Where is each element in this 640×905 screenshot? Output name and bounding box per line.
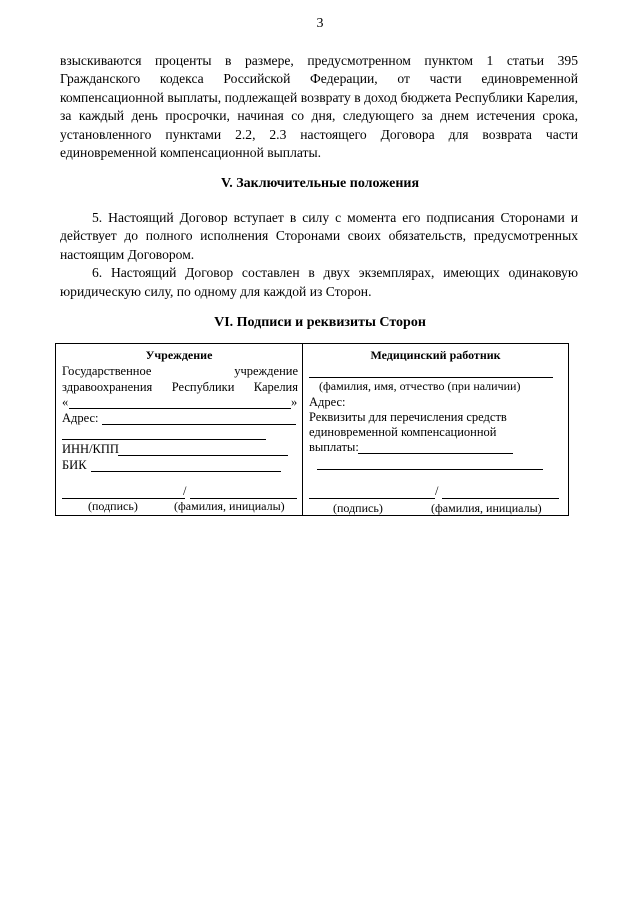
section-6-heading: VI. Подписи и реквизиты Сторон: [214, 315, 426, 330]
institution-address-label: Адрес:: [62, 411, 99, 425]
institution-name-field[interactable]: [69, 408, 291, 409]
institution-address-field-2[interactable]: [62, 439, 266, 440]
signature-table: [55, 343, 569, 516]
institution-word-4: Республики: [171, 380, 235, 394]
bik-field[interactable]: [91, 471, 281, 472]
worker-title: Медицинский работник: [370, 348, 501, 362]
inn-kpp-field[interactable]: [118, 455, 288, 456]
worker-requisites-line-2: единовременной компенсационной: [309, 425, 497, 439]
institution-line-2: [62, 380, 298, 395]
institution-address-field[interactable]: [102, 424, 296, 425]
institution-name-caption: (фамилия, инициалы): [174, 499, 285, 513]
intro-paragraph: взыскиваются проценты в размере, предусмотренном пунктом 1 статьи 395 Гражданского кодекса Российской Федерации, от части единовременной компенсационной выплаты, подлежащей возврату в доход бюджета Республики Карелия, за каждый день просрочки, начиная со дня, следующего за днем истечения срока, установленного пунктами 2.2, 2.3 настоящего Договора для возврата части единовременной компенсационной выплаты.: [60, 53, 578, 161]
institution-column: [56, 344, 303, 515]
institution-signature-caption: (подпись): [88, 499, 138, 513]
clause-6: 6. Настоящий Договор составлен в двух экземплярах, имеющих одинаковую юридическую силу, по одному для каждой из Сторон.: [60, 265, 578, 299]
worker-signature-caption: (подпись): [333, 501, 383, 515]
worker-name-caption: (фамилия, инициалы): [431, 501, 542, 515]
worker-requisites-field-2[interactable]: [317, 469, 543, 470]
worker-fio-field[interactable]: [309, 377, 553, 378]
worker-name-initials-field[interactable]: [442, 498, 559, 499]
clause-5: 5. Настоящий Договор вступает в силу с момента его подписания Сторонами и действует до полного исполнения Сторонами своих обязательств, предусмотренных настоящим Договором.: [60, 210, 578, 262]
page-number: 3: [316, 16, 324, 31]
quote-open: «: [62, 395, 69, 409]
institution-word-1: Государственное: [62, 364, 152, 378]
worker-address-label: Адрес:: [309, 395, 346, 409]
worker-requisites-line-3: выплаты:: [309, 440, 359, 454]
institution-line-1: [62, 364, 298, 379]
worker-column: [303, 344, 568, 515]
section-5-body: [60, 209, 578, 301]
worker-requisites-line-1: Реквизиты для перечисления средств: [309, 410, 507, 424]
bik-label: БИК: [62, 458, 87, 472]
institution-title: Учреждение: [145, 348, 213, 362]
worker-requisites-field[interactable]: [358, 453, 513, 454]
worker-signature-field[interactable]: [309, 498, 435, 499]
quote-close: »: [291, 395, 298, 409]
section-5-heading: V. Заключительные положения: [220, 176, 420, 191]
inn-kpp-label: ИНН/КПП: [62, 442, 119, 456]
institution-word-2: учреждение: [234, 364, 298, 378]
institution-word-5: Карелия: [253, 380, 298, 394]
institution-slash: /: [183, 484, 187, 498]
institution-word-3: здравоохранения: [62, 380, 153, 394]
worker-slash: /: [435, 484, 439, 498]
worker-fio-caption: (фамилия, имя, отчество (при наличии): [319, 379, 521, 393]
